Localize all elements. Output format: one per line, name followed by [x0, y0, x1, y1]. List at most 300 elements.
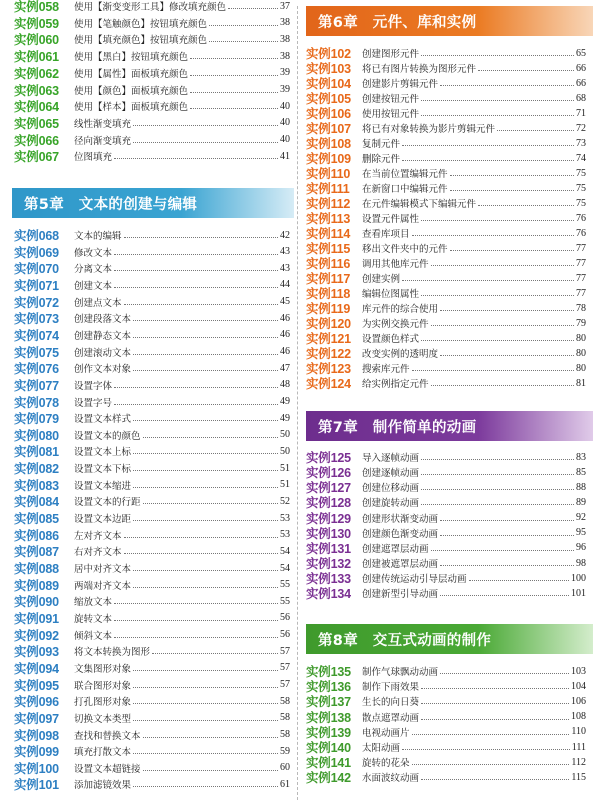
page-number: 75: [576, 167, 586, 179]
dot-leader: [124, 553, 278, 554]
page-number: 60: [280, 762, 290, 774]
dot-leader: [412, 235, 574, 236]
example-number: 实例096: [14, 695, 59, 710]
page-number: 108: [571, 711, 586, 723]
toc-entry[interactable]: [14, 710, 290, 726]
dot-leader: [402, 145, 574, 146]
example-number: 实例067: [14, 150, 59, 165]
example-title: 太阳动画: [362, 743, 401, 754]
example-title: 创建点文本: [74, 297, 122, 309]
page-number: 42: [280, 229, 290, 241]
example-number: 实例111: [306, 182, 350, 196]
example-number: 实例058: [14, 0, 59, 14]
dot-leader: [114, 254, 278, 255]
example-title: 设置元件属性: [362, 214, 420, 225]
page-number: 46: [280, 346, 290, 358]
dot-leader: [124, 237, 278, 238]
example-title: 使用【渐变变形工具】修改填充颜色: [74, 2, 227, 13]
page-number: 58: [280, 729, 290, 740]
example-title: 创建逐帧动画: [362, 468, 420, 480]
example-number: 实例136: [306, 680, 351, 695]
example-number: 实例098: [14, 728, 59, 743]
example-number: 实例132: [306, 557, 351, 572]
page-number: 46: [280, 312, 290, 324]
toc-entry[interactable]: [14, 727, 290, 743]
example-number: 实例059: [14, 16, 59, 31]
page-number: 65: [576, 47, 586, 59]
dot-leader: [133, 687, 278, 688]
example-number: 实例078: [14, 395, 59, 410]
example-number: 实例106: [306, 107, 351, 121]
dot-leader: [133, 337, 278, 338]
page-number: 45: [280, 296, 290, 308]
example-title: 居中对齐文本: [74, 564, 132, 575]
example-title: 库元件的综合使用: [362, 304, 439, 315]
toc-entry[interactable]: [14, 493, 290, 509]
dot-leader: [421, 220, 574, 221]
example-number: 实例137: [306, 695, 351, 710]
page-number: 40: [280, 100, 290, 112]
page-number: 53: [280, 512, 290, 524]
example-number: 实例083: [14, 478, 59, 493]
toc-entry[interactable]: [14, 227, 290, 243]
example-number: 实例064: [14, 100, 59, 115]
example-number: 实例109: [306, 152, 351, 166]
toc-entry[interactable]: [14, 82, 290, 98]
page-number: 38: [280, 33, 290, 45]
example-number: 实例088: [14, 562, 59, 576]
dot-leader: [133, 142, 278, 143]
page-number: 77: [576, 257, 586, 269]
dot-leader: [421, 489, 574, 490]
dot-leader: [190, 58, 278, 59]
page-number: 75: [576, 197, 586, 209]
dot-leader: [114, 270, 278, 271]
example-number: 实例104: [306, 77, 351, 91]
dot-leader: [440, 310, 574, 311]
example-number: 实例089: [14, 578, 59, 593]
example-title: 创建滚动文本: [74, 347, 132, 359]
example-title: 文集图形对象: [74, 663, 132, 675]
example-number: 实例127: [306, 481, 351, 496]
example-title: 旋转的花朵: [362, 758, 410, 770]
example-title: 创建文本: [74, 280, 113, 292]
example-number: 实例108: [306, 137, 351, 151]
page-number: 77: [576, 287, 586, 299]
dot-leader: [431, 385, 574, 386]
dot-leader: [402, 749, 570, 750]
example-number: 实例073: [14, 312, 59, 327]
toc-entry[interactable]: [14, 760, 290, 776]
example-number: 实例138: [306, 710, 351, 725]
toc-entry[interactable]: [14, 377, 290, 393]
example-title: 制作下雨效果: [362, 682, 420, 694]
dot-leader: [440, 85, 574, 86]
example-title: 设置文本边距: [74, 514, 132, 526]
chapter7-banner: [306, 411, 593, 441]
chapter8-banner: [306, 624, 593, 654]
dot-leader: [114, 387, 278, 388]
example-title: 散点遮罩动画: [362, 712, 420, 724]
toc-entry[interactable]: [14, 244, 290, 260]
dot-leader: [421, 115, 574, 116]
dot-leader: [412, 370, 574, 371]
example-title: 改变实例的透明度: [362, 349, 439, 360]
example-number: 实例118: [306, 287, 351, 301]
page-number: 56: [280, 612, 290, 624]
dot-leader: [421, 340, 574, 341]
dot-leader: [133, 520, 278, 521]
toc-entry[interactable]: [14, 477, 290, 493]
example-number: 实例092: [14, 628, 59, 643]
page-number: 73: [576, 137, 586, 149]
dot-leader: [133, 587, 278, 588]
dot-leader: [114, 603, 278, 604]
toc-entry[interactable]: [14, 360, 290, 376]
example-title: 径向渐变填充: [74, 135, 132, 147]
dot-leader: [114, 404, 278, 405]
example-title: 设置文本下标: [74, 464, 132, 476]
example-number: 实例139: [306, 725, 351, 740]
dot-leader: [497, 130, 574, 131]
toc-entry[interactable]: [14, 344, 290, 360]
page-number: 106: [571, 695, 586, 707]
example-number: 实例119: [306, 302, 351, 316]
example-title: 为实例交换元件: [362, 319, 429, 330]
example-title: 创建静态文本: [74, 330, 132, 342]
toc-entry[interactable]: [14, 443, 290, 459]
example-title: 缩放文本: [74, 597, 113, 609]
dot-leader: [190, 75, 278, 76]
example-number: 实例074: [14, 328, 59, 343]
example-title: 使用【笔触颜色】按钮填充颜色: [74, 18, 208, 30]
dot-leader: [143, 437, 278, 438]
example-number: 实例126: [306, 466, 351, 481]
example-title: 创建图形元件: [362, 49, 420, 60]
dot-leader: [469, 580, 569, 581]
page-number: 66: [576, 62, 586, 74]
dot-leader: [412, 734, 570, 735]
dot-leader: [421, 719, 569, 720]
example-number: 实例060: [14, 33, 59, 48]
toc-entry[interactable]: [14, 643, 290, 659]
page-number: 68: [576, 92, 586, 104]
page-number: 89: [576, 496, 586, 508]
example-title: 切换文本类型: [74, 713, 132, 725]
dot-leader: [133, 786, 278, 787]
example-title: 使用【样本】面板填充颜色: [74, 102, 189, 114]
example-number: 实例091: [14, 611, 59, 626]
example-title: 创建影片剪辑元件: [362, 79, 439, 90]
example-number: 实例121: [306, 332, 351, 346]
dot-leader: [133, 470, 278, 471]
example-number: 实例124: [306, 377, 351, 391]
toc-entry[interactable]: [14, 65, 290, 81]
toc-entry[interactable]: [14, 776, 290, 792]
example-title: 设置颜色样式: [362, 334, 420, 345]
example-number: 实例061: [14, 50, 59, 65]
example-title: 使用【属性】面板填充颜色: [74, 68, 189, 80]
example-number: 实例076: [14, 362, 59, 377]
toc-entry[interactable]: [14, 577, 290, 593]
example-title: 创建段落文本: [74, 314, 132, 326]
toc-entry[interactable]: [14, 394, 290, 410]
example-title: 文本的编辑: [74, 231, 122, 242]
page-number: 47: [280, 362, 290, 374]
example-title: 导入逐帧动画: [362, 453, 420, 464]
example-number: 实例116: [306, 257, 351, 271]
example-title: 在元件编辑模式下编辑元件: [362, 199, 477, 210]
example-title: 设置字号: [74, 397, 113, 409]
dot-leader: [124, 537, 278, 538]
dot-leader: [440, 595, 569, 596]
toc-entry[interactable]: [14, 410, 290, 426]
chapter6-banner: [306, 6, 593, 36]
page-number: 71: [576, 107, 586, 119]
page-number: 55: [280, 579, 290, 591]
example-number: 实例114: [306, 227, 351, 241]
toc-entry[interactable]: [14, 310, 290, 326]
example-title: 查看库项目: [362, 229, 410, 240]
toc-entry[interactable]: [14, 327, 290, 343]
example-number: 实例079: [14, 412, 59, 427]
page-number: 54: [280, 562, 290, 574]
page-number: 38: [280, 17, 290, 29]
example-title: 创建按钮元件: [362, 94, 420, 105]
page-number: 92: [576, 512, 586, 524]
page-number: 103: [571, 665, 586, 677]
example-title: 创建颜色渐变动画: [362, 528, 439, 540]
page-number: 58: [280, 712, 290, 724]
example-number: 实例140: [306, 741, 351, 755]
dot-leader: [421, 474, 574, 475]
example-number: 实例122: [306, 347, 351, 361]
example-number: 实例130: [306, 526, 351, 541]
example-title: 打孔图形对象: [74, 697, 132, 709]
example-number: 实例082: [14, 462, 59, 477]
example-number: 实例086: [14, 528, 59, 543]
page-number: 40: [280, 117, 290, 129]
example-number: 实例107: [306, 122, 351, 136]
page-number: 46: [280, 329, 290, 341]
page-number: 41: [280, 150, 290, 162]
dot-leader: [421, 688, 569, 689]
example-number: 实例070: [14, 262, 59, 277]
page-number: 83: [576, 451, 586, 463]
page-number: 40: [280, 134, 290, 146]
example-number: 实例084: [14, 495, 59, 510]
dot-leader: [421, 504, 574, 505]
dot-leader: [440, 535, 574, 536]
example-number: 实例105: [306, 92, 351, 106]
toc-entry[interactable]: [14, 660, 290, 676]
chapter5-banner: [12, 188, 294, 218]
example-title: 编辑位图属性: [362, 289, 420, 300]
page-number: 80: [576, 332, 586, 344]
example-title: 位图填充: [74, 152, 113, 164]
dot-leader: [133, 703, 278, 704]
example-number: 实例113: [306, 212, 351, 226]
toc-entry[interactable]: [14, 527, 290, 543]
example-number: 实例081: [14, 445, 59, 460]
toc-entry[interactable]: [306, 769, 586, 785]
dot-leader: [133, 354, 278, 355]
example-number: 实例103: [306, 62, 351, 76]
example-number: 实例100: [14, 761, 59, 776]
example-title: 修改文本: [74, 247, 113, 259]
example-number: 实例115: [306, 242, 351, 256]
example-number: 实例065: [14, 116, 59, 131]
page-number: 57: [280, 645, 290, 657]
toc-entry[interactable]: [14, 610, 290, 626]
example-title: 创作文本对象: [74, 364, 132, 376]
page-number: 78: [576, 302, 586, 314]
page-number: 95: [576, 527, 586, 539]
dot-leader: [133, 753, 278, 754]
dot-leader: [440, 520, 574, 521]
toc-entry[interactable]: [14, 510, 290, 526]
dot-leader: [421, 295, 574, 296]
toc-entry[interactable]: [14, 543, 290, 559]
example-title: 调用其他库元件: [362, 259, 429, 270]
toc-entry[interactable]: [14, 743, 290, 759]
page-number: 52: [280, 495, 290, 507]
dot-leader: [209, 25, 278, 26]
example-title: 设置文本的颜色: [74, 430, 141, 442]
toc-entry[interactable]: [14, 0, 290, 14]
dot-leader: [143, 770, 278, 771]
example-number: 实例134: [306, 587, 351, 602]
page-number: 51: [280, 479, 290, 491]
toc-entry[interactable]: [14, 677, 290, 693]
example-title: 使用【黑白】按钮填充颜色: [74, 52, 189, 64]
page-number: 98: [576, 557, 586, 569]
example-number: 实例071: [14, 278, 59, 293]
page-number: 43: [280, 246, 290, 258]
dot-leader: [421, 55, 574, 56]
toc-entry[interactable]: [306, 375, 586, 391]
example-title: 移出文件夹中的元件: [362, 244, 448, 255]
example-title: 设置文本缩进: [74, 480, 132, 492]
toc-entry[interactable]: [14, 460, 290, 476]
example-number: 实例093: [14, 645, 59, 660]
toc-entry[interactable]: [14, 627, 290, 643]
example-title: 复制元件: [362, 139, 401, 150]
example-number: 实例101: [14, 778, 59, 793]
example-title: 查找和替换文本: [74, 730, 141, 742]
example-title: 联合图形对象: [74, 680, 132, 692]
page-number: 115: [571, 771, 586, 783]
toc-entry[interactable]: [14, 427, 290, 443]
example-number: 实例085: [14, 512, 59, 527]
example-number: 实例102: [306, 47, 351, 61]
page-number: 51: [280, 462, 290, 474]
page-number: 39: [280, 67, 290, 79]
example-title: 右对齐文本: [74, 547, 122, 559]
example-title: 设置文本的行距: [74, 497, 141, 509]
page-number: 39: [280, 84, 290, 95]
page-number: 112: [571, 756, 586, 768]
toc-entry[interactable]: [14, 560, 290, 576]
page-number: 85: [576, 466, 586, 478]
page-number: 77: [576, 242, 586, 254]
example-title: 电视动画片: [362, 727, 410, 739]
example-title: 创建新型引导动画: [362, 589, 439, 601]
toc-entry[interactable]: [14, 48, 290, 64]
toc-entry[interactable]: [14, 148, 290, 164]
toc-entry[interactable]: [14, 294, 290, 310]
dot-leader: [478, 70, 574, 71]
page-number: 44: [280, 279, 290, 291]
toc-entry[interactable]: [14, 260, 290, 276]
dot-leader: [114, 620, 278, 621]
page-number: 88: [576, 481, 586, 493]
column-divider: [297, 6, 298, 800]
toc-entry[interactable]: [14, 31, 290, 47]
example-number: 实例097: [14, 711, 59, 726]
toc-entry[interactable]: [306, 585, 586, 601]
page-number: 81: [576, 377, 586, 389]
example-title: 分离文本: [74, 264, 113, 276]
example-title: 在新窗口中编辑元件: [362, 184, 448, 195]
page-number: 59: [280, 745, 290, 757]
example-number: 实例080: [14, 428, 59, 443]
example-number: 实例142: [306, 771, 351, 786]
example-title: 使用按钮元件: [362, 109, 420, 120]
page-number: 74: [576, 152, 586, 164]
dot-leader: [133, 570, 278, 571]
page-number: 49: [280, 412, 290, 424]
dot-leader: [152, 653, 278, 654]
toc-entry[interactable]: [14, 277, 290, 293]
example-number: 实例075: [14, 345, 59, 360]
page-number: 50: [280, 429, 290, 441]
example-title: 使用【填充颜色】按钮填充颜色: [74, 35, 208, 47]
example-title: 倾斜文本: [74, 630, 113, 642]
example-title: 创建被遮罩层动画: [362, 559, 439, 571]
page-number: 54: [280, 545, 290, 557]
example-number: 实例131: [306, 541, 351, 556]
example-title: 将已有图片转换为图形元件: [362, 64, 477, 75]
dot-leader: [450, 250, 574, 251]
dot-leader: [190, 108, 278, 109]
page-number: 43: [280, 262, 290, 274]
example-title: 制作气球飘动动画: [362, 667, 439, 678]
toc-entry[interactable]: [14, 593, 290, 609]
page-number: 77: [576, 272, 586, 284]
example-number: 实例125: [306, 451, 351, 465]
toc-entry[interactable]: [14, 115, 290, 131]
dot-leader: [114, 637, 278, 638]
toc-entry[interactable]: [14, 15, 290, 31]
dot-leader: [143, 737, 278, 738]
example-title: 旋转文本: [74, 613, 113, 625]
dot-leader: [421, 703, 569, 704]
toc-entry[interactable]: [14, 693, 290, 709]
dot-leader: [421, 100, 574, 101]
example-title: 左对齐文本: [74, 530, 122, 542]
page-number: 53: [280, 529, 290, 541]
dot-leader: [209, 41, 278, 42]
example-title: 搜索库元件: [362, 364, 410, 375]
toc-entry[interactable]: [14, 132, 290, 148]
chapter6-title: 第6章 元件、库和实例: [318, 14, 477, 31]
page-number: 80: [576, 362, 586, 374]
toc-entry[interactable]: [14, 98, 290, 114]
example-title: 生长的向日葵: [362, 697, 420, 709]
page-number: 100: [571, 572, 586, 584]
example-title: 水面波纹动画: [362, 773, 420, 785]
